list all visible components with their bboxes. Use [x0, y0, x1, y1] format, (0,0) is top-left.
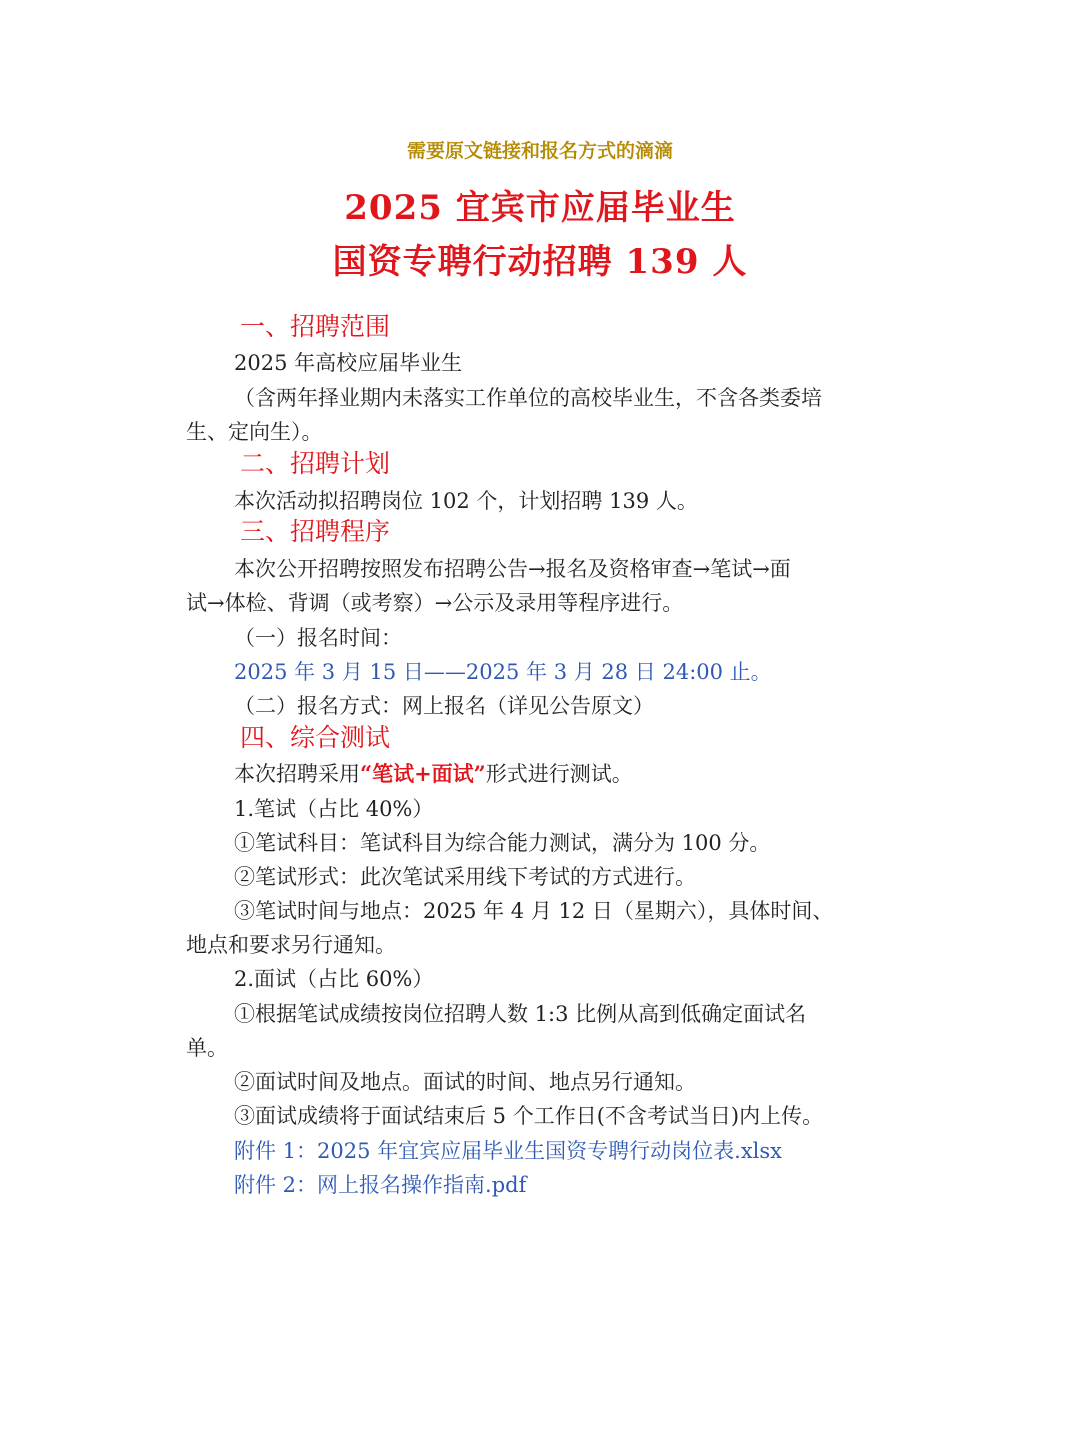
registration-time-label: （一）报名时间：	[234, 626, 402, 650]
interview-time-place: ②面试时间及地点。面试的时间、地点另行通知。	[234, 1070, 696, 1094]
section-heading-test: 四、综合测试	[240, 723, 391, 752]
attachment-link-2[interactable]: 附件 2：网上报名操作指南.pdf	[234, 1173, 527, 1197]
interview-list-line1: ①根据笔试成绩按岗位招聘人数 1:3 比例从高到低确定面试名	[234, 1002, 807, 1026]
section-heading-procedure: 三、招聘程序	[240, 517, 391, 546]
attachment-link-1[interactable]: 附件 1：2025 年宜宾应届毕业生国资专聘行动岗位表.xlsx	[234, 1139, 783, 1163]
test-intro	[234, 757, 914, 791]
plan-text: 本次活动拟招聘岗位 102 个，计划招聘 139 人。	[234, 489, 698, 513]
test-intro-pre: 本次招聘采用	[234, 762, 360, 786]
document-title-line1: 2025 宜宾市应届毕业生	[344, 188, 736, 228]
section-heading-plan: 二、招聘计划	[240, 449, 391, 478]
written-test-time-line1: ③笔试时间与地点：2025 年 4 月 12 日（星期六），具体时间、	[234, 899, 834, 923]
scope-note-line2: 生、定向生）。	[186, 420, 323, 444]
written-test-time-line2: 地点和要求另行通知。	[186, 933, 396, 957]
interview-score-upload: ③面试成绩将于面试结束后 5 个工作日(不含考试当日)内上传。	[234, 1104, 824, 1128]
written-test-title: 1.笔试（占比 40%）	[234, 797, 434, 821]
scope-note-line1: （含两年择业期内未落实工作单位的高校毕业生，不含各类委培	[234, 386, 822, 410]
section-heading-scope: 一、招聘范围	[240, 312, 391, 341]
interview-list-line2: 单。	[186, 1036, 228, 1060]
registration-method: （二）报名方式：网上报名（详见公告原文）	[234, 694, 654, 718]
interview-title: 2.面试（占比 60%）	[234, 967, 434, 991]
written-test-form: ②笔试形式：此次笔试采用线下考试的方式进行。	[234, 865, 696, 889]
promo-note: 需要原文链接和报名方式的滴滴	[406, 140, 673, 162]
written-test-subject: ①笔试科目：笔试科目为综合能力测试，满分为 100 分。	[234, 831, 771, 855]
scope-text: 2025 年高校应届毕业生	[234, 351, 463, 375]
registration-date-range: 2025 年 3 月 15 日——2025 年 3 月 28 日 24:00 止。	[234, 660, 772, 684]
procedure-line1: 本次公开招聘按照发布招聘公告→报名及资格审查→笔试→面	[234, 557, 791, 581]
document-title-line2: 国资专聘行动招聘 139 人	[332, 242, 748, 282]
test-intro-post: 形式进行测试。	[485, 762, 633, 786]
procedure-line2: 试→体检、背调（或考察）→公示及录用等程序进行。	[186, 591, 684, 615]
test-format-emphasis: “笔试+面试”	[360, 761, 486, 786]
